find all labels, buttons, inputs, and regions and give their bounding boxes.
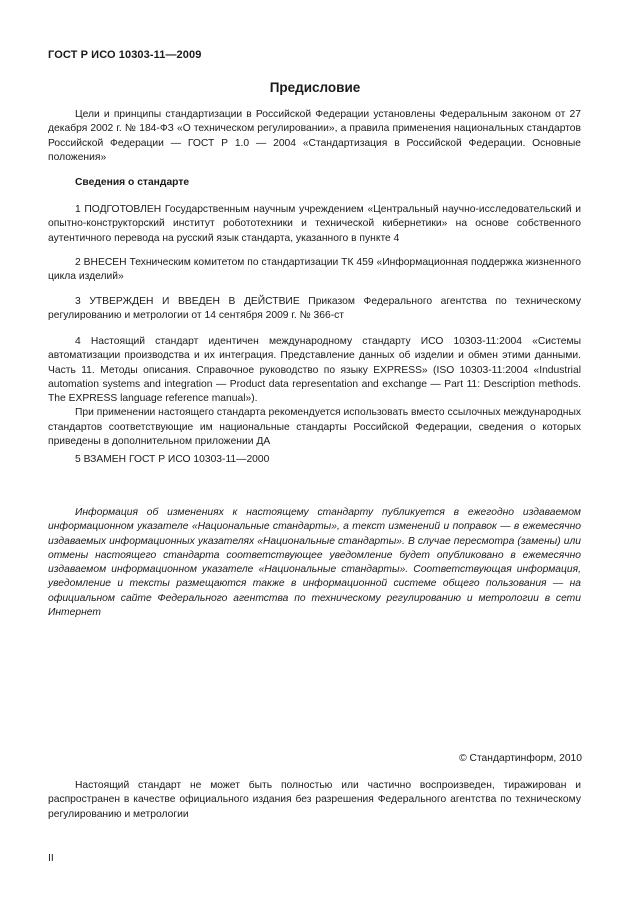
item-1-block: [48, 203, 581, 246]
intro-paragraph: Цели и принципы стандартизации в Российской Федерации установлены Федеральным законом от 27 декабря 2002 г. № 184-ФЗ «О техническом регулировании», а правила применения национальных стандартов Российской Федерации — ГОСТ Р 1.0 — 2004 «Стандартизация в Российской Федерации. Основные положения»: [48, 109, 581, 163]
copyright-line: © Стандартинформ, 2010: [459, 753, 582, 764]
item-3-block: [48, 295, 581, 324]
page-title: Предисловие: [269, 80, 361, 95]
item-1-paragraph: 1 ПОДГОТОВЛЕН Государственным научным учреждением «Центральный научно-исследовательский и опытно-конструкторский институт робототехники и технической кибернетики» на основе собственного аутентичного перевода на русский язык стандарта, указанного в пункте 4: [48, 204, 581, 244]
document-header: ГОСТ Р ИСО 10303-11—2009: [48, 49, 202, 61]
item-5-paragraph: 5 ВЗАМЕН ГОСТ Р ИСО 10303-11—2000: [75, 454, 270, 465]
page-number: II: [48, 853, 54, 864]
item-2-block: [48, 256, 581, 285]
notice-block: [48, 506, 581, 620]
item-5-block: [48, 453, 581, 467]
notice-paragraph: Информация об изменениях к настоящему стандарту публикуется в ежегодно издаваемом информационном указателе «Национальные стандарты», а текст изменений и поправок — в ежемесячно издаваемых информационных указателях «Национальные стандарты». В случае пересмотра (замены) или отмены настоящего стандарта соответствующее уведомление будет опубликовано в ежемесячно издаваемом информационном указателе «Национальные стандарты». Соответствующая информация, уведомление и тексты размещаются также в информационной системе общего пользования — на официальном сайте Федерального агентства по техническому регулированию и метрологии в сети Интернет: [48, 507, 581, 619]
item-4-paragraph: 4 Настоящий стандарт идентичен международному стандарту ИСО 10303-11:2004 «Системы автоматизации производства и их интеграция. Представление данных об изделии и обмен этими данными. Часть 11. Методы описания. Справочное руководство по языку EXPRESS» (ISO 10303-11:2004 «Industrial automation systems and integration — Product data representation and exchange — Part 11: Description methods. The EXPRESS language reference manual»).: [48, 336, 581, 405]
section-subheading: Сведения о стандарте: [75, 177, 190, 188]
reproduction-block: [48, 779, 581, 822]
intro-block: [48, 108, 581, 165]
item-2-paragraph: 2 ВНЕСЕН Техническим комитетом по стандартизации ТК 459 «Информационная поддержка жизненного цикла изделий»: [48, 257, 581, 283]
reproduction-paragraph: Настоящий стандарт не может быть полностью или частично воспроизведен, тиражирован и распространен в качестве официального издания без разрешения Федерального агентства по техническому регулированию и метрологии: [48, 780, 581, 820]
item-3-paragraph: 3 УТВЕРЖДЕН И ВВЕДЕН В ДЕЙСТВИЕ Приказом Федерального агентства по техническому регулированию и метрологии от 14 сентября 2009 г. № 366-ст: [48, 296, 581, 322]
item-4-block: [48, 335, 581, 449]
item-4-note-paragraph: При применении настоящего стандарта рекомендуется использовать вместо ссылочных международных стандартов соответствующие им национальные стандарты Российской Федерации, сведения о которых приведены в дополнительном приложении ДА: [48, 407, 581, 448]
